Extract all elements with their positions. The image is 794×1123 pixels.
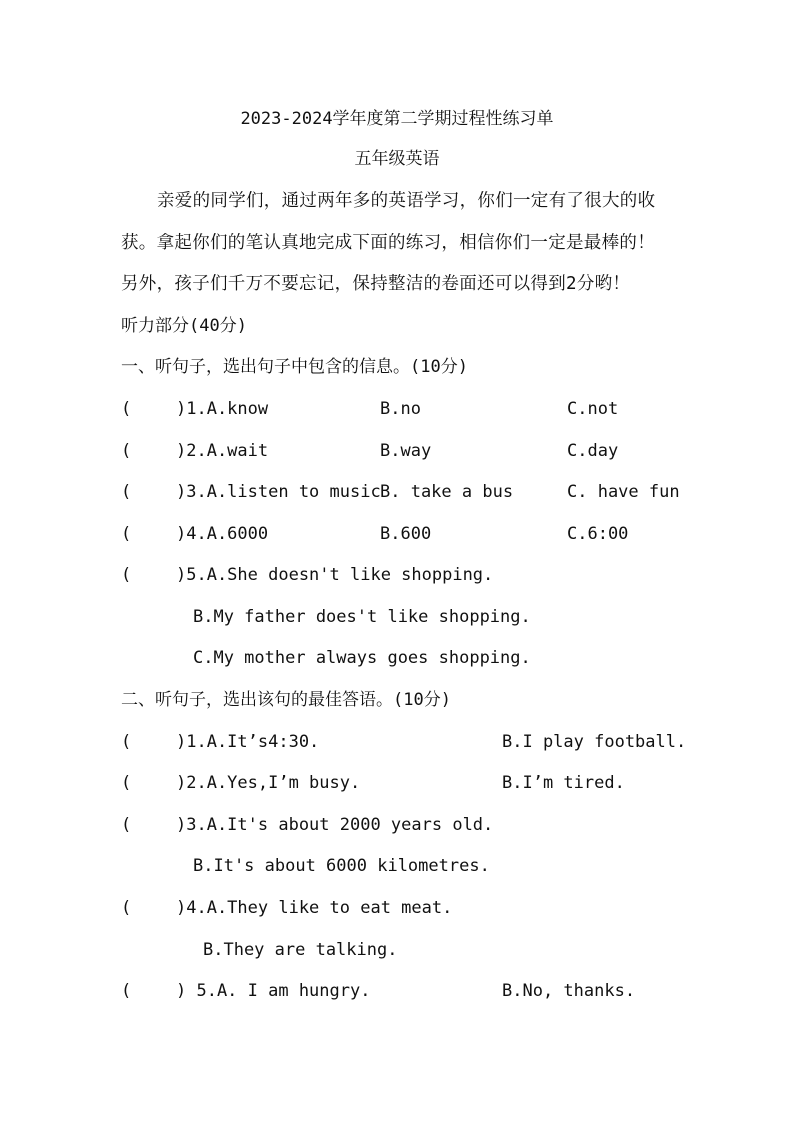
- option-b: B. take a bus: [380, 482, 514, 502]
- option-b: B.way: [380, 441, 432, 461]
- answer-paren: (: [121, 815, 132, 835]
- question-stem: )3.A.listen to music: [176, 482, 381, 502]
- option-c: C.My mother always goes shopping.: [193, 648, 531, 668]
- worksheet-title: 2023-2024学年度第二学期过程性练习单: [240, 109, 554, 129]
- option-b: B.My father does't like shopping.: [193, 607, 531, 627]
- question-stem: )4.A.They like to eat meat.: [176, 898, 453, 918]
- intro-line-3: 另外，孩子们千万不要忘记，保持整洁的卷面还可以得到2分哟！: [121, 274, 631, 294]
- question-stem: )4.A.6000: [176, 524, 269, 544]
- question-stem: )1.A.know: [176, 399, 269, 419]
- answer-paren: (: [121, 441, 132, 461]
- question-stem: )1.A.It’s4:30.: [176, 732, 320, 752]
- option-b: B.600: [380, 524, 432, 544]
- question-stem: ) 5.A. I am hungry.: [176, 981, 371, 1001]
- option-b: B.No, thanks.: [502, 981, 636, 1001]
- question-stem: )2.A.Yes,I’m busy.: [176, 773, 361, 793]
- option-b: B.no: [380, 399, 421, 419]
- option-c: C.day: [567, 441, 619, 461]
- question-stem: )3.A.It's about 2000 years old.: [176, 815, 494, 835]
- intro-line-2: 获。拿起你们的笔认真地完成下面的练习，相信你们一定是最棒的！: [121, 233, 655, 253]
- intro-line-1: 亲爱的同学们，通过两年多的英语学习，你们一定有了很大的收: [157, 191, 656, 211]
- question-stem: )5.A.She doesn't like shopping.: [176, 565, 494, 585]
- section2-heading: 二、听句子，选出该句的最佳答语。(10分): [121, 690, 451, 710]
- option-b: B.I’m tired.: [502, 773, 625, 793]
- answer-paren: (: [121, 773, 132, 793]
- answer-paren: (: [121, 524, 132, 544]
- answer-paren: (: [121, 565, 132, 585]
- worksheet-subtitle: 五年级英语: [354, 149, 440, 169]
- option-c: C. have fun: [567, 482, 680, 502]
- section1-heading: 一、听句子，选出句子中包含的信息。(10分): [121, 357, 468, 377]
- answer-paren: (: [121, 399, 132, 419]
- listening-heading: 听力部分(40分): [121, 316, 247, 336]
- option-b: B.They are talking.: [203, 940, 398, 960]
- answer-paren: (: [121, 482, 132, 502]
- answer-paren: (: [121, 898, 132, 918]
- option-c: C.not: [567, 399, 619, 419]
- option-b: B.It's about 6000 kilometres.: [193, 856, 490, 876]
- question-stem: )2.A.wait: [176, 441, 269, 461]
- answer-paren: (: [121, 732, 132, 752]
- answer-paren: (: [121, 981, 132, 1001]
- option-c: C.6:00: [567, 524, 629, 544]
- option-b: B.I play football.: [502, 732, 687, 752]
